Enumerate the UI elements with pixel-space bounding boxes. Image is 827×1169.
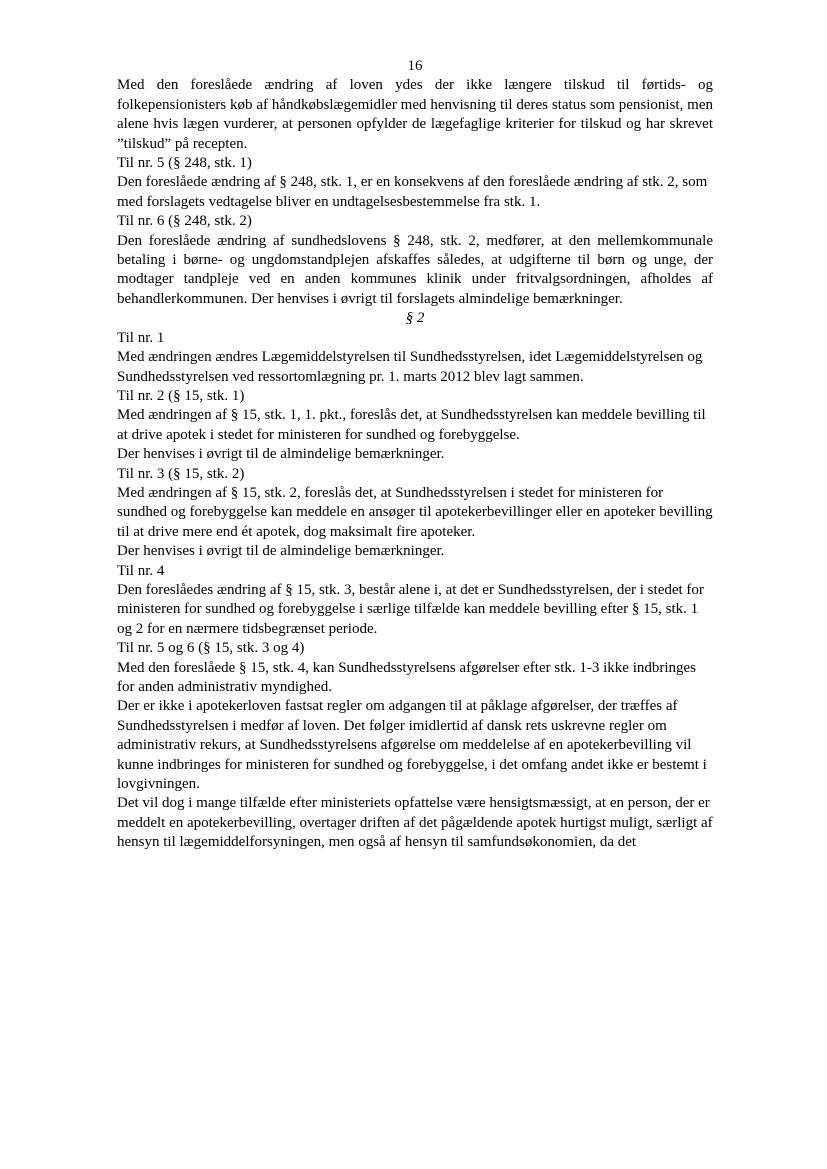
section-symbol-heading: § 2 <box>405 310 425 327</box>
paragraph: Der henvises i øvrigt til de almindelige bemærkninger. <box>117 446 445 463</box>
paragraph: Det vil dog i mange tilfælde efter ministeriets opfattelse være hensigtsmæssigt, at en person, der er meddelt en apotekerbevilling, overtager driften af det pågældende apotek hurtigst muligt, særligt af hensyn til lægemiddelforsyningen, men også af hensyn til samfundsøkonomien, da det <box>117 795 713 851</box>
paragraph: Med den foreslåede § 15, stk. 4, kan Sundhedsstyrelsens afgørelser efter stk. 1-3 ikke indbringes for anden administrativ myndighed. <box>117 659 697 695</box>
page-content <box>117 57 713 853</box>
section-heading: Til nr. 2 (§ 15, stk. 1) <box>117 387 245 404</box>
paragraph: Med ændringen af § 15, stk. 2, foreslås det, at Sundhedsstyrelsen i stedet for ministeren for sundhed og forebyggelse kan meddele en ansøger til apotekerbevillinger eller en apoteker bevilling til at drive mere end ét apotek, dog maksimalt fire apoteker. <box>117 484 713 540</box>
paragraph: Med ændringen ændres Lægemiddelstyrelsen til Sundhedsstyrelsen, idet Lægemiddelstyrelsen og Sundhedsstyrelsen ved ressortomlægning pr. 1. marts 2012 blev lagt sammen. <box>117 349 703 385</box>
paragraph: Med den foreslåede ændring af loven ydes der ikke længere tilskud til førtids- og folkepensionisters køb af håndkøbslægemidler med henvisning til deres status som pensionist, men alene hvis lægen vurderer, at personen opfylder de lægefaglige kriterier for tilskud og har skrevet ”tilskud” på recepten. <box>117 77 713 152</box>
section-heading: Til nr. 6 (§ 248, stk. 2) <box>117 213 252 230</box>
paragraph: Den foreslåede ændring af sundhedslovens § 248, stk. 2, medfører, at den mellemkommunale betaling i børne- og ungdomstandplejen afskaffes således, at udgifterne til børn og unge, der modtager tandpleje ved en anden kommunes klinik under fritvalgsordningen, afholdes af behandlerkommunen. Der henvises i øvrigt til forslagets almindelige bemærkninger. <box>117 232 713 307</box>
paragraph: Der henvises i øvrigt til de almindelige bemærkninger. <box>117 543 445 560</box>
paragraph: Den foreslåedes ændring af § 15, stk. 3, består alene i, at det er Sundhedsstyrelsen, der i stedet for ministeren for sundhed og forebyggelse i særlige tilfælde kan meddele bevilling efter § 15, stk. 1 og 2 for en nærmere tidsbegrænset periode. <box>117 581 704 637</box>
paragraph: Med ændringen af § 15, stk. 1, 1. pkt., foreslås det, at Sundhedsstyrelsen kan meddele bevilling til at drive apotek i stedet for ministeren for sundhed og forebyggelse. <box>117 407 706 443</box>
section-heading: Til nr. 5 (§ 248, stk. 1) <box>117 155 252 172</box>
page-number: 16 <box>407 58 423 74</box>
section-heading: Til nr. 5 og 6 (§ 15, stk. 3 og 4) <box>117 640 305 657</box>
section-heading: Til nr. 1 <box>117 329 165 346</box>
section-heading: Til nr. 3 (§ 15, stk. 2) <box>117 465 245 482</box>
paragraph: Der er ikke i apotekerloven fastsat regler om adgangen til at påklage afgørelser, der træffes af Sundhedsstyrelsen i medfør af loven. Det følger imidlertid af dansk rets uskrevne regler om administrativ rekurs, at Sundhedsstyrelsens afgørelse om meddelelse af en apotekerbevilling vil kunne indbringes for ministeren for sundhed og forebyggelse, i det omfang andet ikke er bestemt i lovgivningen. <box>117 698 707 793</box>
paragraph: Den foreslåede ændring af § 248, stk. 1, er en konsekvens af den foreslåede ændring af stk. 2, som med forslagets vedtagelse bliver en undtagelsesbestemmelse fra stk. 1. <box>117 174 708 210</box>
section-heading: Til nr. 4 <box>117 562 165 579</box>
